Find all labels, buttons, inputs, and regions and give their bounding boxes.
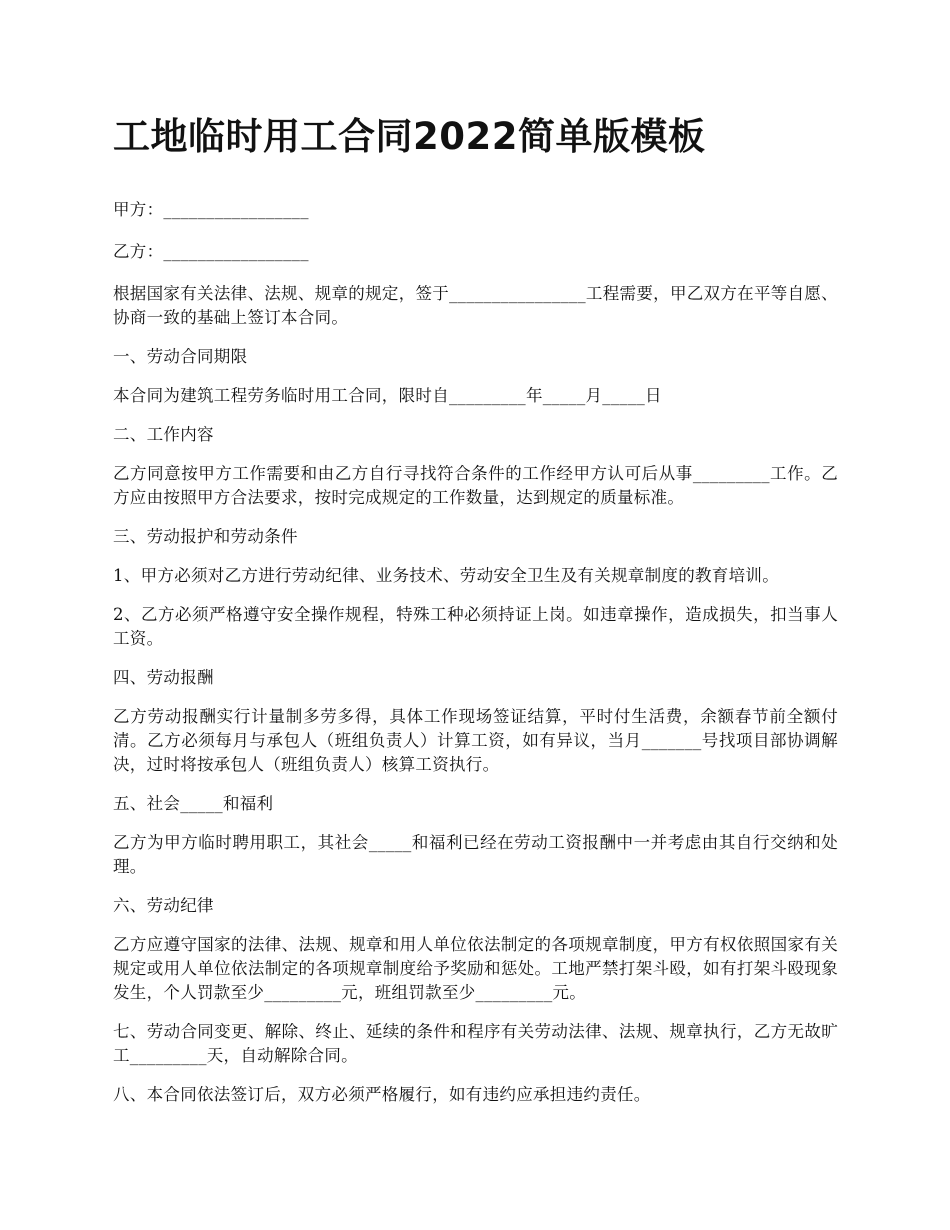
- clause-seven: 七、劳动合同变更、解除、终止、延续的条件和程序有关劳动法律、法规、规章执行，乙方无故旷工_________天，自动解除合同。: [113, 1022, 838, 1065]
- section-heading-work: 二、工作内容: [113, 425, 214, 444]
- section-body-protection-1: 1、甲方必须对乙方进行劳动纪律、业务技术、劳动安全卫生及有关规章制度的教育培训。: [113, 566, 779, 585]
- section-heading-welfare: 五、社会_____和福利: [113, 794, 274, 813]
- section-body-work: 乙方同意按甲方工作需要和由乙方自行寻找符合条件的工作经甲方认可后从事_________工作。乙方应由按照甲方合法要求，按时完成规定的工作数量，达到规定的质量标准。: [113, 464, 838, 507]
- section-body-pay: 乙方劳动报酬实行计量制多劳多得，具体工作现场签证结算，平时付生活费，余额春节前全额付清。乙方必须每月与承包人（班组负责人）计算工资，如有异议，当月_______号找项目部协调解决，过时将按承包人（班组负责人）核算工资执行。: [113, 707, 838, 774]
- section-body-term: 本合同为建筑工程劳务临时用工合同，限时自_________年_____月_____日: [113, 386, 662, 405]
- clause-eight: 八、本合同依法签订后，双方必须严格履行，如有违约应承担违约责任。: [113, 1085, 651, 1104]
- document-title: 工地临时用工合同2022简单版模板: [113, 115, 706, 158]
- section-body-protection-2: 2、乙方必须严格遵守安全操作规程，特殊工种必须持证上岗。如违章操作，造成损失，扣当事人工资。: [113, 605, 838, 648]
- party-a-field: 甲方：_________________: [113, 200, 309, 219]
- section-heading-discipline: 六、劳动纪律: [113, 896, 214, 915]
- section-heading-term: 一、劳动合同期限: [113, 347, 248, 366]
- section-body-discipline: 乙方应遵守国家的法律、法规、规章和用人单位依法制定的各项规章制度，甲方有权依照国家有关规定或用人单位依法制定的各项规章制度给予奖励和惩处。工地严禁打架斗殴，如有打架斗殴现象发生，个人罚款至少_________元，班组罚款至少_________元。: [113, 935, 838, 1002]
- party-b-field: 乙方：_________________: [113, 242, 309, 261]
- section-heading-protection: 三、劳动报护和劳动条件: [113, 527, 298, 546]
- section-heading-pay: 四、劳动报酬: [113, 668, 214, 687]
- section-body-welfare: 乙方为甲方临时聘用职工，其社会_____和福利已经在劳动工资报酬中一并考虑由其自行交纳和处理。: [113, 833, 838, 876]
- intro-paragraph: 根据国家有关法律、法规、规章的规定，签于________________工程需要，甲乙双方在平等自愿、协商一致的基础上签订本合同。: [113, 284, 838, 327]
